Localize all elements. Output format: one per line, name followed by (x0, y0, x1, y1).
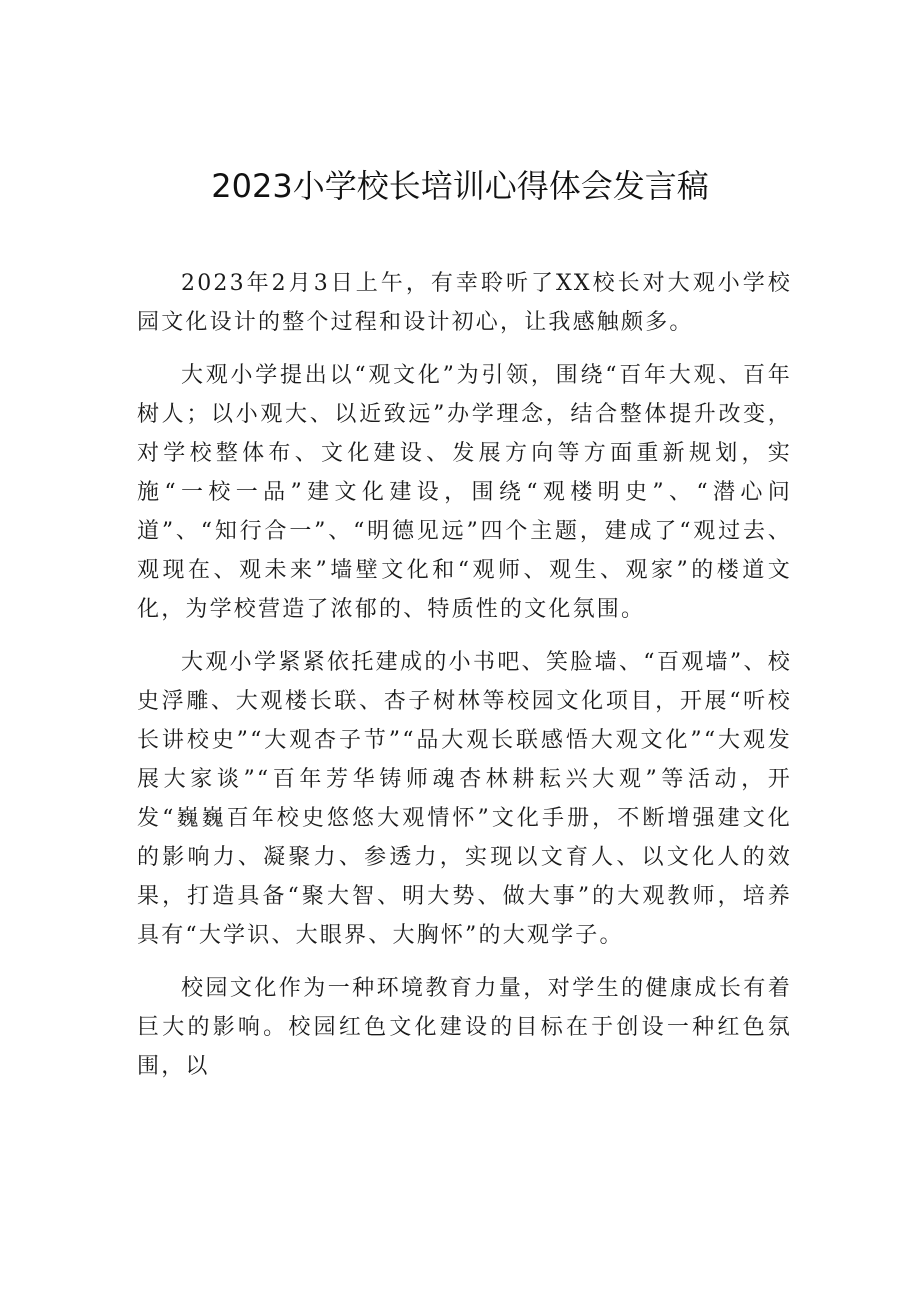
document-title: 2023小学校长培训心得体会发言稿 (211, 167, 709, 205)
document-body (137, 264, 792, 1100)
paragraph-4: 校园文化作为一种环境教育力量，对学生的健康成长有着巨大的影响。校园红色文化建设的目标在于创设一种红色氛围，以 (137, 976, 792, 1079)
paragraph-1: 2023年2月3日上午，有幸聆听了XX校长对大观小学校园文化设计的整个过程和设计初心，让我感触颇多。 (137, 271, 792, 335)
paragraph-2: 大观小学提出以“观文化”为引领，围绕“百年大观、百年树人；以小观大、以近致远”办学理念，结合整体提升改变，对学校整体布、文化建设、发展方向等方面重新规划，实施“一校一品”建文化建设，围绕“观楼明史”、“潜心问道”、“知行合一”、“明德见远”四个主题，建成了“观过去、观现在、观未来”墙壁文化和“观师、观生、观家”的楼道文化，为学校营造了浓郁的、特质性的文化氛围。 (137, 363, 792, 622)
paragraph-3: 大观小学紧紧依托建成的小书吧、笑脸墙、“百观墙”、校史浮雕、大观楼长联、杏子树林等校园文化项目，开展“听校长讲校史”“大观杏子节”“品大观长联感悟大观文化”“大观发展大家谈”“百年芳华铸师魂杏林耕耘兴大观”等活动，开发“巍巍百年校史悠悠大观情怀”文化手册，不断增强建文化的影响力、凝聚力、参透力，实现以文育人、以文化人的效果，打造具备“聚大智、明大势、做大事”的大观教师，培养具有“大学识、大眼界、大胸怀”的大观学子。 (137, 650, 792, 948)
